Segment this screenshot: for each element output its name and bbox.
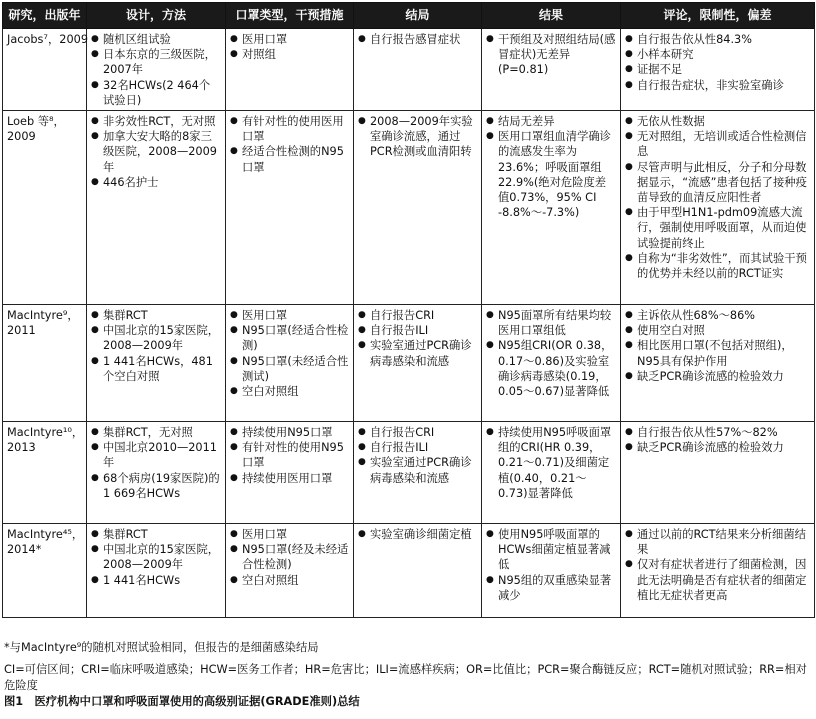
bullet-item: ● 446名护士 — [91, 175, 221, 190]
bullet-item: ● 结局无差异 — [486, 114, 616, 129]
table-row — [3, 305, 815, 422]
bullet-item: ● 自行报告ILI — [358, 323, 477, 338]
bullet-item: ● 医用口罩 — [230, 527, 349, 542]
bullet-item: ● 2008—2009年实验室确诊流感，通过PCR检测或血清阳转 — [358, 114, 477, 160]
bullet-item: ● N95口罩(经及未经适合性检测) — [230, 542, 349, 572]
bullet-item: ● 主诉依从性68%～86% — [625, 308, 810, 323]
bullet-item: ● 中国北京的15家医院，2008—2009年 — [91, 323, 221, 353]
bullet-item: ● 医用口罩组血清学确诊的流感发生率为23.6%；呼吸面罩组22.9%(绝对危险度差值0.73%，95% CI -8.8%～-7.3%) — [486, 129, 616, 220]
bullet-item: ● 32名HCWs(2 464个试验日) — [91, 78, 221, 108]
bullet-item: ● 中国北京的15家医院，2008—2009年 — [91, 542, 221, 572]
study-line: MacIntyre⁴⁵， — [7, 528, 84, 542]
study-line: 2013 — [7, 441, 36, 455]
bullet-item: ● 加拿大安大略的8家三级医院，2008—2009年 — [91, 129, 221, 175]
study-line: 2011 — [7, 324, 36, 338]
bullet-item: ● 随机区组试验 — [91, 32, 221, 47]
bullet-item: ● 自行报告CRI — [358, 425, 477, 440]
bullet-item: ● 实验室通过PCR确诊病毒感染和流感 — [358, 338, 477, 368]
bullet-item: ● 证据不足 — [625, 62, 810, 77]
bullet-list — [358, 114, 477, 160]
masks-cell — [226, 29, 354, 111]
bullet-item: ● 使用空白对照 — [625, 323, 810, 338]
bullet-item: ● 对照组 — [230, 47, 349, 62]
bullet-item: ● 空白对照组 — [230, 573, 349, 588]
bullet-item: ● 中国北京2010—2011年 — [91, 440, 221, 470]
bullet-item: ● 医用口罩 — [230, 308, 349, 323]
comments-cell — [621, 29, 815, 111]
bullet-item: ● 有针对性的使用N95口罩 — [230, 440, 349, 470]
table-row — [3, 422, 815, 524]
masks-cell — [226, 111, 354, 305]
bullet-item: ● 由于甲型H1N1-pdm09流感大流行，强制使用呼吸面罩，从而迫使试验提前终止 — [625, 205, 810, 251]
bullet-item: ● 有针对性的使用医用口罩 — [230, 114, 349, 144]
comments-cell — [621, 524, 815, 618]
bullet-item: ● N95组的双重感染显著减少 — [486, 573, 616, 603]
bullet-item: ● 集群RCT — [91, 308, 221, 323]
bullet-item: ● 自行报告依从性84.3% — [625, 32, 810, 47]
bullet-item: ● 经适合性检测的N95口罩 — [230, 144, 349, 174]
bullet-list — [358, 425, 477, 486]
bullet-item: ● 小样本研究 — [625, 47, 810, 62]
footnote: *与MacIntyre⁹的随机对照试验相同，但报告的是细菌感染结局 — [4, 641, 319, 654]
table-row — [3, 524, 815, 618]
column-header: 口罩类型，干预措施 — [226, 3, 354, 29]
bullet-item: ● 持续使用医用口罩 — [230, 471, 349, 486]
bullet-item: ● 自行报告感冒症状 — [358, 32, 477, 47]
bullet-list — [230, 114, 349, 175]
bullet-item: ● 自行报告CRI — [358, 308, 477, 323]
study-line: MacIntyre¹⁰， — [7, 426, 84, 440]
comments-cell — [621, 111, 815, 305]
bullet-list — [486, 425, 616, 501]
study-line: Jacobs⁷，2009 — [7, 33, 89, 46]
masks-cell — [226, 422, 354, 524]
bullet-list — [486, 114, 616, 220]
bullet-item: ● 集群RCT，无对照 — [91, 425, 221, 440]
bullet-item: ● 自称为“非劣效性”，而其试验干预的优势并未经以前的RCT证实 — [625, 251, 810, 281]
bullet-item: ● 缺乏PCR确诊流感的检验效力 — [625, 369, 810, 384]
bullet-item: ● 自行报告ILI — [358, 440, 477, 455]
bullet-item: ● 通过以前的RCT结果来分析细菌结果 — [625, 527, 810, 557]
header-row — [3, 3, 815, 29]
column-header: 研究，出版年 — [3, 3, 87, 29]
table-row — [3, 111, 815, 305]
bullet-item: ● N95口罩(经适合性检测) — [230, 323, 349, 353]
bullet-list — [230, 425, 349, 486]
column-header: 结局 — [354, 3, 482, 29]
bullet-list — [91, 308, 221, 384]
bullet-list — [230, 527, 349, 588]
bullet-item: ● 日本东京的三级医院，2007年 — [91, 47, 221, 77]
bullet-item: ● 1 441名HCWs — [91, 573, 221, 588]
bullet-list — [625, 425, 810, 455]
bullet-item: ● 实验室确诊细菌定植 — [358, 527, 477, 542]
outcomes-cell — [354, 111, 482, 305]
masks-cell — [226, 524, 354, 618]
bullet-item: ● N95面罩所有结果均较医用口罩组低 — [486, 308, 616, 338]
bullet-list — [230, 308, 349, 399]
study-cell — [3, 422, 87, 524]
bullet-list — [358, 527, 477, 542]
design-cell — [87, 111, 226, 305]
bullet-item: ● 非劣效性RCT，无对照 — [91, 114, 221, 129]
bullet-list — [230, 32, 349, 62]
bullet-list — [486, 32, 616, 78]
bullet-item: ● 尽管声明与此相反，分子和分母数据显示，“流感”患者包括了接种疫苗导致的血清反应阳性者 — [625, 160, 810, 206]
study-cell — [3, 524, 87, 618]
study-cell — [3, 111, 87, 305]
bullet-item: ● 相比医用口罩(不包括对照组)，N95具有保护作用 — [625, 338, 810, 368]
abbreviations: CI=可信区间；CRI=临床呼吸道感染；HCW=医务工作者；HR=危害比；ILI=流感样疾病；OR=比值比；PCR=聚合酶链反应；RCT=随机对照试验；RR=相对危险度 — [4, 663, 807, 692]
column-header: 评论，限制性，偏差 — [621, 3, 815, 29]
bullet-item: ● 持续使用N95呼吸面罩组的CRI(HR 0.39，0.21～0.71)及细菌定植(0.40，0.21～0.73)显著降低 — [486, 425, 616, 501]
bullet-list — [625, 527, 810, 603]
results-cell — [482, 305, 621, 422]
bullet-item: ● 持续使用N95口罩 — [230, 425, 349, 440]
outcomes-cell — [354, 524, 482, 618]
comments-cell — [621, 422, 815, 524]
bullet-list — [486, 527, 616, 603]
results-cell — [482, 422, 621, 524]
study-line: 2009 — [7, 130, 36, 144]
column-header: 结果 — [482, 3, 621, 29]
bullet-item: ● 缺乏PCR确诊流感的检验效力 — [625, 440, 810, 455]
design-cell — [87, 524, 226, 618]
bullet-item: ● 自行报告依从性57%～82% — [625, 425, 810, 440]
bullet-item: ● 自行报告症状，非实验室确诊 — [625, 78, 810, 93]
bullet-item: ● 无依从性数据 — [625, 114, 810, 129]
figure-caption: 图1 医疗机构中口罩和呼吸面罩使用的高级别证据(GRADE准则)总结 — [4, 695, 360, 708]
bullet-list — [91, 32, 221, 108]
bullet-list — [486, 308, 616, 399]
bullet-list — [625, 308, 810, 384]
masks-cell — [226, 305, 354, 422]
results-cell — [482, 524, 621, 618]
study-cell — [3, 305, 87, 422]
design-cell — [87, 29, 226, 111]
bullet-item: ● 使用N95呼吸面罩的HCWs细菌定植显著减低 — [486, 527, 616, 573]
bullet-item: ● 干预组及对照组结局(感冒症状)无差异(P=0.81) — [486, 32, 616, 78]
bullet-item: ● 1 441名HCWs，481个空白对照 — [91, 354, 221, 384]
bullet-item: ● 仅对有症状者进行了细菌检测，因此无法明确是否有症状者的细菌定植比无症状者更高 — [625, 557, 810, 603]
bullet-item: ● N95组CRI(OR 0.38，0.17～0.86)及实验室确诊病毒感染(0.19，0.05～0.67)显著降低 — [486, 338, 616, 399]
bullet-item: ● 68个病房(19家医院)的1 669名HCWs — [91, 471, 221, 501]
table-row — [3, 29, 815, 111]
study-line: Loeb 等⁸， — [7, 115, 65, 129]
bullet-list — [91, 114, 221, 190]
bullet-item: ● 无对照组，无培训或适合性检测信息 — [625, 129, 810, 159]
bullet-item: ● 医用口罩 — [230, 32, 349, 47]
study-line: 2014* — [7, 543, 42, 557]
design-cell — [87, 305, 226, 422]
table-notes — [4, 640, 812, 710]
bullet-list — [358, 32, 477, 47]
outcomes-cell — [354, 305, 482, 422]
bullet-item: ● 实验室通过PCR确诊病毒感染和流感 — [358, 455, 477, 485]
results-cell — [482, 29, 621, 111]
outcomes-cell — [354, 422, 482, 524]
bullet-list — [91, 527, 221, 588]
bullet-list — [625, 114, 810, 281]
results-cell — [482, 111, 621, 305]
evidence-table — [2, 2, 815, 618]
bullet-list — [625, 32, 810, 93]
comments-cell — [621, 305, 815, 422]
outcomes-cell — [354, 29, 482, 111]
study-line: MacIntyre⁹， — [7, 309, 79, 323]
bullet-item: ● N95口罩(未经适合性测试) — [230, 354, 349, 384]
study-cell — [3, 29, 87, 111]
bullet-item: ● 空白对照组 — [230, 384, 349, 399]
design-cell — [87, 422, 226, 524]
bullet-item: ● 集群RCT — [91, 527, 221, 542]
bullet-list — [358, 308, 477, 369]
bullet-list — [91, 425, 221, 501]
column-header: 设计，方法 — [87, 3, 226, 29]
